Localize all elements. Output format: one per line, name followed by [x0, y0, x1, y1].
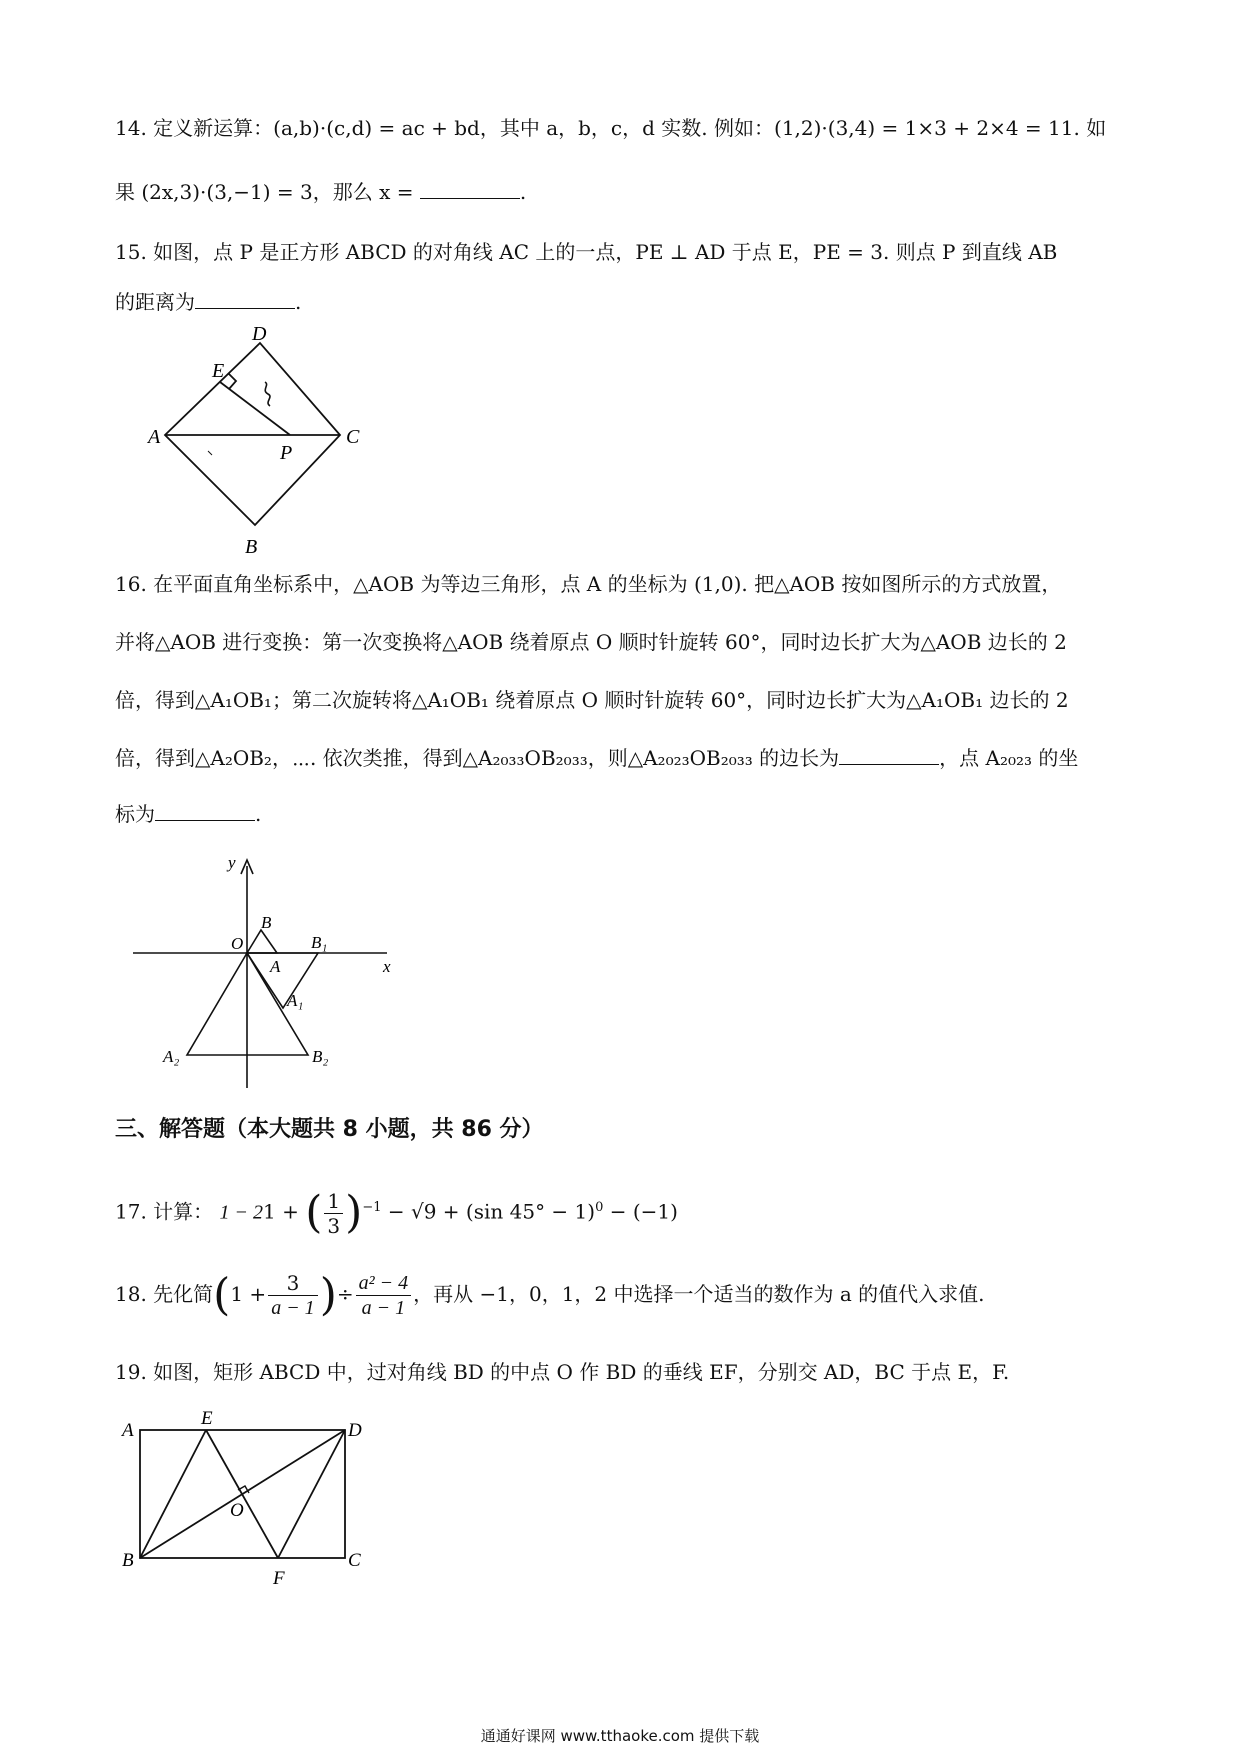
q16-line5 — [115, 800, 261, 828]
q18-one-plus: 1 + — [230, 1282, 267, 1306]
q15-answer-blank[interactable] — [195, 288, 295, 309]
label-o: O — [230, 1500, 244, 1521]
label-a: A — [270, 957, 281, 976]
footer-watermark: 通通好课网 www.tthaoke.com 提供下载 — [480, 1727, 760, 1745]
label-p: P — [280, 442, 293, 464]
q17-part1: 1 − 2 — [219, 1201, 264, 1224]
q14-line2 — [115, 178, 526, 206]
label-d: D — [348, 1420, 362, 1441]
label-b: B — [261, 913, 272, 932]
tick-mark — [208, 451, 212, 455]
label-d: D — [252, 325, 267, 345]
q18-lparen: ( — [213, 1269, 231, 1321]
q17-abs: 1 — [263, 1199, 276, 1224]
q16-line1: 16. 在平面直角坐标系中，△AOB 为等边三角形，点 A 的坐标为 (1,0). 把△AOB 按如图所示的方式放置， — [115, 572, 1062, 596]
q16-line4b: ，点 A₂₀₂₃ 的坐 — [939, 746, 1079, 770]
square-abcd — [165, 343, 340, 525]
q16-figure — [125, 848, 415, 1098]
q18-fraction2 — [356, 1271, 412, 1320]
q18-rparen: ) — [319, 1269, 337, 1321]
q17-prefix: 17. 计算： — [115, 1199, 214, 1224]
segment-fd — [278, 1430, 345, 1558]
label-c: C — [348, 1550, 361, 1571]
q16-line4 — [115, 744, 1078, 772]
label-a: A — [148, 426, 161, 448]
q19-text: 19. 如图，矩形 ABCD 中，过对角线 BD 的中点 O 作 BD 的垂线 EF，分别交 AD，BC 于点 E，F. — [115, 1360, 1010, 1384]
q15-line1: 15. 如图，点 P 是正方形 ABCD 的对角线 AC 上的一点，PE ⊥ AD 于点 E，PE = 3. 则点 P 到直线 AB — [115, 240, 1058, 264]
q18-prefix: 18. 先化简 — [115, 1282, 214, 1306]
label-b: B — [122, 1550, 134, 1571]
q14-line2-text: 果 (2x,3)·(3,−1) = 3，那么 x = — [115, 180, 414, 204]
q15-line2-text: 的距离为 — [115, 290, 195, 314]
triangle-aob — [247, 930, 277, 953]
q15-end: . — [295, 290, 302, 314]
q17-lparen: ( — [305, 1187, 323, 1239]
length-3-mark — [265, 382, 270, 406]
label-a1: A₁ — [287, 991, 304, 1010]
q18-f1-num: 3 — [268, 1271, 318, 1296]
right-angle-mark-e — [228, 373, 236, 389]
label-b1: B₁ — [311, 933, 328, 952]
q16-side-blank[interactable] — [839, 744, 939, 765]
q16-line4a: 倍，得到△A₂OB₂，⋯. 依次类推，得到△A₂₀₃₃OB₂₀₃₃，则△A₂₀₂₃OB₂₀₃₃ 的边长为 — [115, 746, 840, 770]
q15-figure — [140, 325, 390, 555]
segment-ef — [206, 1430, 278, 1558]
label-x: x — [383, 957, 391, 976]
label-y: y — [228, 853, 236, 872]
q14-end: . — [519, 180, 527, 204]
q14-answer-blank[interactable] — [420, 178, 520, 199]
q17-rparen: ) — [345, 1187, 363, 1239]
section-heading: 三、解答题（本大题共 8 小题，共 86 分） — [115, 1117, 544, 1142]
label-c: C — [346, 426, 360, 448]
q16-line5-text: 标为 — [115, 802, 155, 826]
q17-frac-den: 3 — [327, 1213, 341, 1238]
q15-line2 — [115, 288, 301, 316]
label-f: F — [273, 1568, 285, 1588]
q14-line1: 14. 定义新运算：(a,b)·(c,d) = ac + bd，其中 a，b，c，d 实数. 例如：(1,2)·(3,4) = 1×3 + 2×4 = 11. 如 — [115, 116, 1107, 140]
q16-line3: 倍，得到△A₁OB₁；第二次旋转将△A₁OB₁ 绕着原点 O 顺时针旋转 60°，同时边长扩大为△A₁OB₁ 边长的 2 — [115, 688, 1069, 712]
q18-suffix: ，再从 −1，0，1，2 中选择一个适当的数作为 a 的值代入求值. — [413, 1282, 985, 1306]
q17-line — [115, 1178, 678, 1243]
label-o: O — [231, 934, 244, 953]
q19-figure — [118, 1408, 378, 1588]
q18-line — [115, 1262, 985, 1328]
label-b2: B₂ — [312, 1047, 329, 1066]
q17-fraction — [324, 1189, 343, 1238]
q18-div: ÷ — [336, 1282, 354, 1306]
q16-line2: 并将△AOB 进行变换：第一次变换将△AOB 绕着原点 O 顺时针旋转 60°，同时边长扩大为△AOB 边长的 2 — [115, 630, 1067, 654]
q17-exp1: −1 — [362, 1200, 382, 1215]
label-b: B — [245, 536, 258, 555]
label-a2: A₂ — [163, 1047, 180, 1066]
label-e: E — [201, 1408, 213, 1429]
label-a: A — [122, 1420, 134, 1441]
q17-part2: − √9 + (sin 45° − 1) — [381, 1199, 596, 1224]
segment-be — [140, 1430, 206, 1558]
q16-coord-blank[interactable] — [155, 800, 255, 821]
segment-pe — [220, 382, 290, 435]
q17-frac-num: 1 — [324, 1189, 343, 1214]
q17-part3: − (−1) — [603, 1199, 678, 1224]
q18-f2-num: a² − 4 — [356, 1271, 412, 1296]
triangle-a1ob1 — [247, 953, 318, 1008]
q18-f2-den: a − 1 — [361, 1297, 406, 1319]
q17-exp2: 0 — [595, 1200, 604, 1215]
q17-plus: + — [275, 1199, 306, 1224]
q18-f1-den: a − 1 — [271, 1297, 315, 1319]
q16-end: . — [255, 802, 262, 826]
label-e: E — [212, 360, 225, 382]
q18-fraction1 — [268, 1271, 318, 1320]
